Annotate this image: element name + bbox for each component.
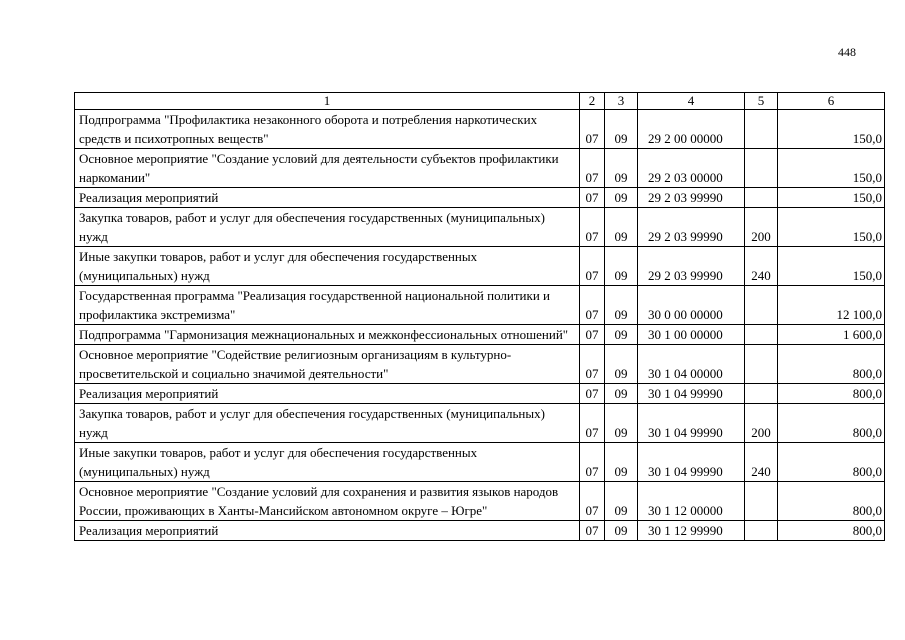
table-row [75, 325, 885, 345]
cell-name: Основное мероприятие "Создание условий для сохранения и развития языков народов России, проживающих в Ханты-Мансийском автономном округе – Югре" [75, 482, 580, 521]
cell-amount: 1 600,0 [778, 325, 885, 345]
cell-amount: 800,0 [778, 482, 885, 521]
cell-expense-type: 200 [745, 208, 778, 247]
header-cell-2: 2 [580, 93, 605, 110]
cell-name: Государственная программа "Реализация государственной национальной политики и профилактика экстремизма" [75, 286, 580, 325]
table-row [75, 521, 885, 541]
table-row [75, 149, 885, 188]
cell-name: Закупка товаров, работ и услуг для обеспечения государственных (муниципальных) нужд [75, 208, 580, 247]
cell-section: 07 [580, 345, 605, 384]
cell-subsection: 09 [605, 443, 638, 482]
table-row [75, 247, 885, 286]
cell-subsection: 09 [605, 384, 638, 404]
table-body [75, 93, 885, 541]
header-cell-6: 6 [778, 93, 885, 110]
cell-section: 07 [580, 521, 605, 541]
cell-subsection: 09 [605, 482, 638, 521]
cell-name: Иные закупки товаров, работ и услуг для обеспечения государственных (муниципальных) нужд [75, 247, 580, 286]
cell-section: 07 [580, 149, 605, 188]
table-row [75, 208, 885, 247]
cell-expense-type: 240 [745, 247, 778, 286]
cell-target-article: 30 0 00 00000 [638, 286, 745, 325]
cell-amount: 800,0 [778, 443, 885, 482]
cell-amount: 12 100,0 [778, 286, 885, 325]
page-number: 448 [838, 45, 856, 59]
cell-section: 07 [580, 404, 605, 443]
cell-target-article: 30 1 04 99990 [638, 443, 745, 482]
cell-amount: 150,0 [778, 247, 885, 286]
cell-expense-type [745, 149, 778, 188]
table-row [75, 188, 885, 208]
cell-section: 07 [580, 443, 605, 482]
budget-table [74, 92, 885, 541]
cell-name: Реализация мероприятий [75, 384, 580, 404]
header-cell-4: 4 [638, 93, 745, 110]
cell-target-article: 30 1 04 99990 [638, 404, 745, 443]
cell-expense-type [745, 521, 778, 541]
cell-name: Основное мероприятие "Создание условий для деятельности субъектов профилактики наркомании" [75, 149, 580, 188]
cell-section: 07 [580, 247, 605, 286]
cell-section: 07 [580, 384, 605, 404]
cell-name: Реализация мероприятий [75, 521, 580, 541]
cell-target-article: 29 2 00 00000 [638, 110, 745, 149]
table-row [75, 384, 885, 404]
cell-target-article: 29 2 03 99990 [638, 208, 745, 247]
cell-amount: 800,0 [778, 404, 885, 443]
cell-target-article: 30 1 12 99990 [638, 521, 745, 541]
cell-section: 07 [580, 482, 605, 521]
cell-target-article: 30 1 04 99990 [638, 384, 745, 404]
cell-section: 07 [580, 188, 605, 208]
cell-subsection: 09 [605, 188, 638, 208]
cell-expense-type [745, 325, 778, 345]
cell-subsection: 09 [605, 404, 638, 443]
cell-target-article: 29 2 03 00000 [638, 149, 745, 188]
table-row [75, 482, 885, 521]
cell-amount: 150,0 [778, 188, 885, 208]
cell-amount: 150,0 [778, 149, 885, 188]
cell-name: Подпрограмма "Профилактика незаконного оборота и потребления наркотических средств и психотропных веществ" [75, 110, 580, 149]
table-row [75, 110, 885, 149]
cell-name: Основное мероприятие "Содействие религиозным организациям в культурно-просветительской и социально значимой деятельности" [75, 345, 580, 384]
cell-section: 07 [580, 325, 605, 345]
cell-target-article: 30 1 04 00000 [638, 345, 745, 384]
cell-section: 07 [580, 208, 605, 247]
cell-amount: 150,0 [778, 208, 885, 247]
cell-target-article: 30 1 00 00000 [638, 325, 745, 345]
cell-amount: 800,0 [778, 521, 885, 541]
cell-expense-type [745, 482, 778, 521]
cell-name: Подпрограмма "Гармонизация межнациональных и межконфессиональных отношений" [75, 325, 580, 345]
cell-section: 07 [580, 286, 605, 325]
table-row [75, 443, 885, 482]
cell-name: Реализация мероприятий [75, 188, 580, 208]
cell-expense-type: 200 [745, 404, 778, 443]
cell-expense-type [745, 345, 778, 384]
header-cell-1: 1 [75, 93, 580, 110]
cell-amount: 150,0 [778, 110, 885, 149]
cell-subsection: 09 [605, 110, 638, 149]
cell-expense-type [745, 110, 778, 149]
table-row [75, 404, 885, 443]
cell-expense-type [745, 286, 778, 325]
cell-subsection: 09 [605, 521, 638, 541]
cell-subsection: 09 [605, 149, 638, 188]
cell-expense-type [745, 188, 778, 208]
cell-expense-type: 240 [745, 443, 778, 482]
header-cell-3: 3 [605, 93, 638, 110]
cell-name: Иные закупки товаров, работ и услуг для обеспечения государственных (муниципальных) нужд [75, 443, 580, 482]
table-header-row [75, 93, 885, 110]
cell-section: 07 [580, 110, 605, 149]
cell-amount: 800,0 [778, 384, 885, 404]
cell-name: Закупка товаров, работ и услуг для обеспечения государственных (муниципальных) нужд [75, 404, 580, 443]
cell-expense-type [745, 384, 778, 404]
cell-subsection: 09 [605, 286, 638, 325]
table-row [75, 345, 885, 384]
cell-target-article: 29 2 03 99990 [638, 188, 745, 208]
table-row [75, 286, 885, 325]
cell-subsection: 09 [605, 247, 638, 286]
cell-subsection: 09 [605, 208, 638, 247]
cell-target-article: 30 1 12 00000 [638, 482, 745, 521]
cell-target-article: 29 2 03 99990 [638, 247, 745, 286]
cell-subsection: 09 [605, 325, 638, 345]
cell-subsection: 09 [605, 345, 638, 384]
header-cell-5: 5 [745, 93, 778, 110]
cell-amount: 800,0 [778, 345, 885, 384]
